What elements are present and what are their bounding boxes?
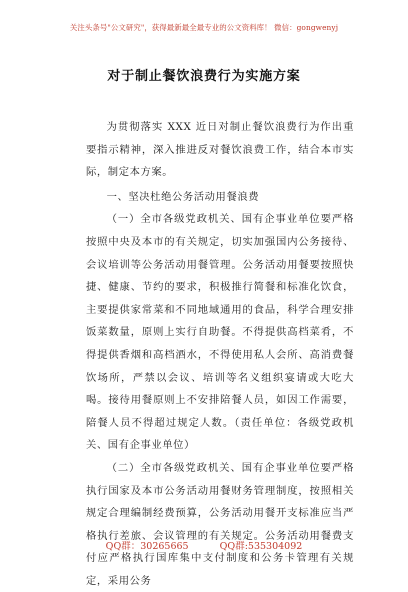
body-paragraph: （一）全市各级党政机关、国有企事业单位要严格按照中央及本市的有关规定，切实加强国内公务接待、会议培训等公务活动用餐管理。公务活动用餐要按照快捷、健康、节约的要求，积极推行简餐和标准化饮食，主要提供家常菜和不同地域通用的食品，科学合理安排饭菜数量，原则上实行自助餐。不得提供高档菜肴，不得提供香烟和高档酒水，不得使用私人会所、高消费餐饮场所，严禁以会议、培训等名义组织宴请或大吃大喝。接待用餐原则上不安排陪餐人员，如因工作需要，陪餐人员不得超过规定人数。（责任单位：各级党政机关、国有企事业单位） [86,213,354,452]
section-heading: 一、坚决杜绝公务活动用餐浪费 [106,190,260,203]
qq-group-1: QQ群：30265665 [105,541,189,552]
body-paragraph: （二）全市各级党政机关、国有企事业单位要严格执行国家及本市公务活动用餐财务管理制度，按照相关规定合理编制经费预算，公务活动用餐开支标准应当严格执行差旅、会议管理的有关规定。公务活动用餐费支付应严格执行国库集中支付制度和公务卡管理有关规定，采用公务 [86,461,354,587]
document-title: 对于制止餐饮浪费行为实施方案 [107,69,301,84]
footer-qq-groups [0,538,408,552]
intro-paragraph: 为贯彻落实 XXX 近日对制止餐饮浪费行为作出重要指示精神，深入推进反对餐饮浪费工作，结合本市实际，制定本方案。 [86,121,354,179]
top-banner: 关注头条号"公文研究"，获得最新最全最专业的公文资料库！ 微信：gongwenyj [69,23,339,32]
document-body [86,116,354,592]
qq-group-2: QQ群:535304092 [219,541,303,552]
